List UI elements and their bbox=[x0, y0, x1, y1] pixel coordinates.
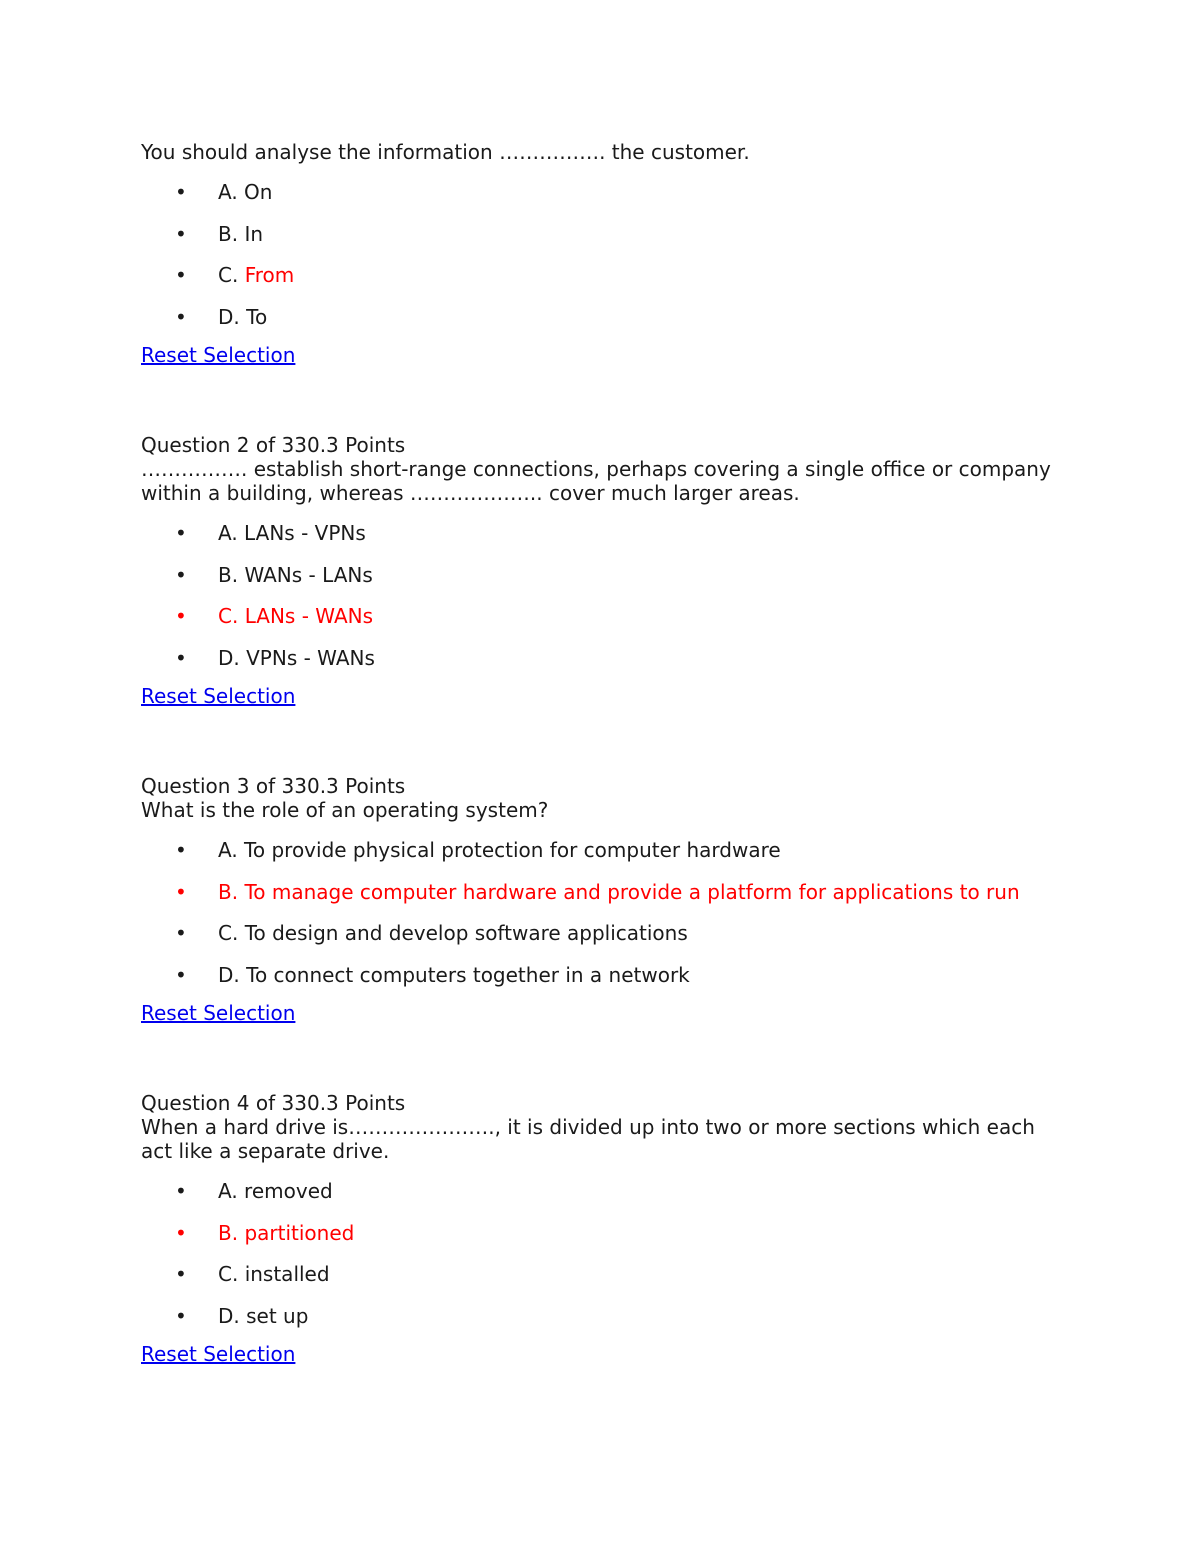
option-label: In bbox=[244, 221, 264, 246]
question-3 bbox=[141, 774, 1061, 1025]
option-b[interactable] bbox=[141, 214, 1061, 256]
option-label: LANs - VPNs bbox=[244, 521, 366, 545]
option-prefix: A. bbox=[218, 180, 245, 204]
option-label: To connect computers together in a network bbox=[246, 962, 690, 987]
option-label: WANs - LANs bbox=[244, 562, 373, 587]
bullet-icon: • bbox=[175, 962, 187, 987]
options-list bbox=[141, 830, 1061, 996]
bullet-icon: • bbox=[175, 263, 187, 287]
option-label: removed bbox=[244, 1179, 333, 1203]
option-prefix: D. bbox=[218, 304, 247, 329]
option-prefix: C. bbox=[218, 1262, 245, 1286]
bullet-icon: • bbox=[175, 604, 187, 628]
options-list bbox=[141, 172, 1061, 338]
bullet-icon: • bbox=[175, 645, 187, 670]
reset-selection-link[interactable]: Reset Selection bbox=[141, 343, 296, 367]
option-prefix: C. bbox=[218, 263, 245, 287]
option-label: On bbox=[244, 180, 273, 204]
option-a[interactable] bbox=[141, 830, 1061, 872]
option-prefix: C. bbox=[218, 921, 245, 945]
option-prefix: D. bbox=[218, 962, 247, 987]
option-prefix: A. bbox=[218, 838, 245, 862]
reset-selection-link[interactable]: Reset Selection bbox=[141, 1342, 296, 1366]
option-a[interactable] bbox=[141, 172, 1061, 214]
question-header: Question 2 of 330.3 Points bbox=[141, 433, 406, 457]
question-4 bbox=[141, 1091, 1061, 1366]
bullet-icon: • bbox=[175, 921, 187, 945]
question-text: ……………. establish short-range connections, perhaps covering a single office or company within a building, whereas ……………….. cover much larger areas. bbox=[141, 457, 1051, 505]
options-list bbox=[141, 1171, 1061, 1337]
option-prefix: B. bbox=[218, 221, 245, 246]
option-label: To bbox=[246, 304, 268, 329]
option-c[interactable] bbox=[141, 913, 1061, 955]
bullet-icon: • bbox=[175, 879, 187, 904]
option-label: To design and develop software applications bbox=[244, 921, 688, 945]
question-header: Question 3 of 330.3 Points bbox=[141, 774, 406, 798]
option-prefix: A. bbox=[218, 1179, 245, 1203]
question-spacer bbox=[141, 1025, 1061, 1091]
question-text: When a hard drive is…………………., it is divided up into two or more sections which each act like a separate drive. bbox=[141, 1115, 1035, 1163]
option-label: To manage computer hardware and provide a platform for applications to run bbox=[244, 879, 1020, 904]
reset-selection-link[interactable]: Reset Selection bbox=[141, 684, 296, 708]
bullet-icon: • bbox=[175, 1179, 187, 1203]
option-prefix: D. bbox=[218, 1303, 247, 1328]
bullet-icon: • bbox=[175, 1303, 187, 1328]
bullet-icon: • bbox=[175, 1262, 187, 1286]
option-label: partitioned bbox=[244, 1220, 355, 1245]
question-spacer bbox=[141, 708, 1061, 774]
option-label: LANs - WANs bbox=[244, 604, 374, 628]
option-a[interactable] bbox=[141, 513, 1061, 555]
bullet-icon: • bbox=[175, 180, 187, 204]
option-prefix: B. bbox=[218, 562, 245, 587]
bullet-icon: • bbox=[175, 1220, 187, 1245]
bullet-icon: • bbox=[175, 562, 187, 587]
option-label: set up bbox=[246, 1303, 309, 1328]
option-label-answer: From bbox=[244, 263, 295, 287]
option-b-selected[interactable] bbox=[141, 1213, 1061, 1255]
option-label: VPNs - WANs bbox=[246, 645, 375, 670]
options-list bbox=[141, 513, 1061, 679]
option-c-selected[interactable] bbox=[141, 596, 1061, 638]
question-1 bbox=[141, 140, 1061, 367]
option-label: installed bbox=[244, 1262, 330, 1286]
option-a[interactable] bbox=[141, 1171, 1061, 1213]
question-2 bbox=[141, 433, 1061, 708]
option-d[interactable] bbox=[141, 955, 1061, 997]
bullet-icon: • bbox=[175, 521, 187, 545]
option-prefix: D. bbox=[218, 645, 247, 670]
option-d[interactable] bbox=[141, 1296, 1061, 1338]
option-c[interactable] bbox=[141, 255, 1061, 297]
bullet-icon: • bbox=[175, 838, 187, 862]
option-label: To provide physical protection for computer hardware bbox=[244, 838, 781, 862]
option-prefix: B. bbox=[218, 1220, 245, 1245]
option-d[interactable] bbox=[141, 297, 1061, 339]
option-prefix: C. bbox=[218, 604, 245, 628]
option-b[interactable] bbox=[141, 555, 1061, 597]
quiz-page bbox=[141, 140, 1061, 1366]
option-d[interactable] bbox=[141, 638, 1061, 680]
option-b-selected[interactable] bbox=[141, 872, 1061, 914]
question-text: What is the role of an operating system? bbox=[141, 798, 549, 822]
bullet-icon: • bbox=[175, 304, 187, 329]
question-spacer bbox=[141, 367, 1061, 433]
bullet-icon: • bbox=[175, 221, 187, 246]
option-prefix: A. bbox=[218, 521, 245, 545]
option-c[interactable] bbox=[141, 1254, 1061, 1296]
question-text: You should analyse the information ……………. the customer. bbox=[141, 140, 750, 164]
question-header: Question 4 of 330.3 Points bbox=[141, 1091, 406, 1115]
reset-selection-link[interactable]: Reset Selection bbox=[141, 1001, 296, 1025]
option-prefix: B. bbox=[218, 879, 245, 904]
